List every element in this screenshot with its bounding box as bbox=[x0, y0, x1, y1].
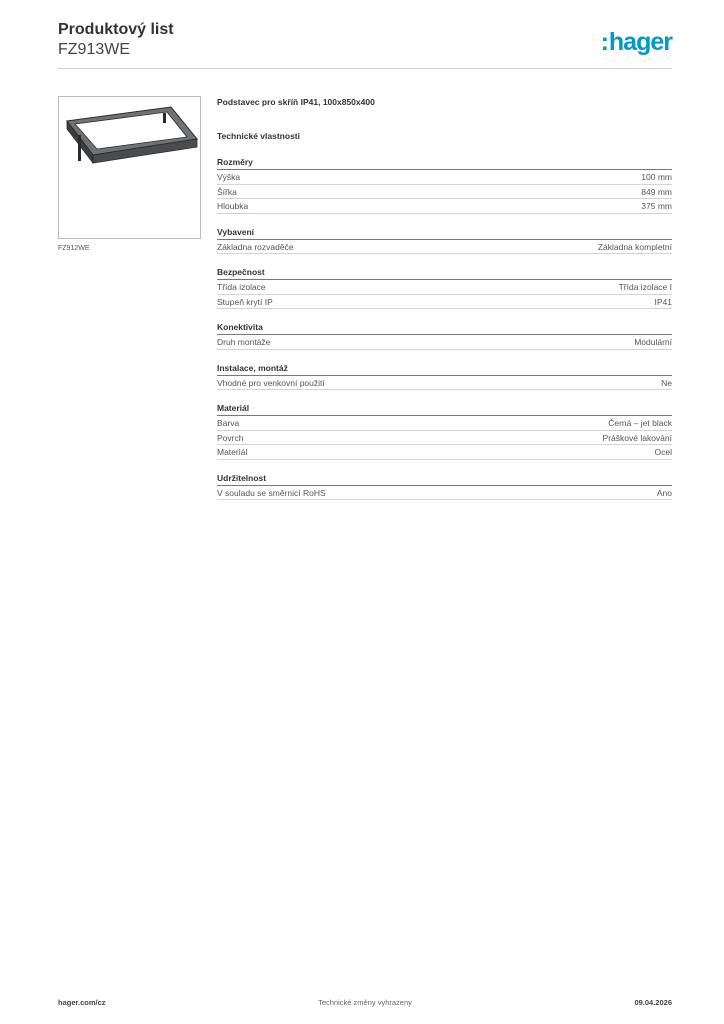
spec-label: Stupeň krytí IP bbox=[217, 296, 273, 307]
spec-label: Druh montáže bbox=[217, 337, 271, 347]
spec-value: Práškové lakování bbox=[602, 432, 672, 443]
product-code: FZ913WE bbox=[58, 41, 131, 58]
footer-note: Technické změny vyhrazeny bbox=[318, 998, 412, 1007]
spec-value: IP41 bbox=[654, 296, 672, 307]
spec-section-title: Udržitelnost bbox=[217, 472, 672, 486]
spec-value: 100 mm bbox=[641, 172, 672, 182]
spec-value: Ano bbox=[656, 487, 672, 498]
footer-website: hager.com/cz bbox=[58, 998, 106, 1007]
spec-row bbox=[217, 416, 672, 431]
spec-row bbox=[217, 431, 672, 446]
spec-value: Ocel bbox=[654, 447, 672, 457]
footer-date: 09.04.2026 bbox=[634, 998, 672, 1007]
spec-value: Základna kompletní bbox=[597, 241, 672, 252]
base-frame-illustration bbox=[59, 97, 202, 240]
spec-row bbox=[217, 486, 672, 501]
spec-row bbox=[217, 170, 672, 185]
spec-section bbox=[217, 321, 672, 350]
document-title: Produktový list bbox=[58, 21, 174, 38]
spec-row bbox=[217, 295, 672, 310]
spec-value: 849 mm bbox=[641, 186, 672, 197]
spec-value: Modulární bbox=[634, 337, 672, 347]
spec-row bbox=[217, 376, 672, 391]
spec-row bbox=[217, 445, 672, 460]
spec-section-title: Rozměry bbox=[217, 156, 672, 170]
spec-section-title: Bezpečnost bbox=[217, 266, 672, 280]
spec-section bbox=[217, 266, 672, 309]
spec-value: 375 mm bbox=[641, 201, 672, 211]
tech-properties-heading: Technické vlastnosti bbox=[217, 131, 300, 141]
spec-section-title: Vybavení bbox=[217, 226, 672, 240]
image-caption: FZ912WE bbox=[58, 245, 90, 252]
spec-row bbox=[217, 185, 672, 200]
spec-section bbox=[217, 156, 672, 214]
header-divider bbox=[58, 68, 672, 69]
spec-section-title: Materiál bbox=[217, 402, 672, 416]
product-name: Podstavec pro skříň IP41, 100x850x400 bbox=[217, 97, 375, 107]
spec-sections bbox=[217, 156, 672, 500]
spec-label: Barva bbox=[217, 418, 240, 428]
spec-value: Třída izolace I bbox=[618, 282, 672, 292]
spec-label: Výška bbox=[217, 172, 241, 182]
spec-label: Třída izolace bbox=[217, 282, 266, 292]
spec-label: Hloubka bbox=[217, 201, 249, 211]
spec-row bbox=[217, 199, 672, 214]
product-image bbox=[58, 96, 201, 239]
spec-value: Ne bbox=[661, 377, 672, 388]
spec-label: Materiál bbox=[217, 447, 248, 457]
product-details bbox=[217, 96, 672, 500]
spec-row bbox=[217, 240, 672, 255]
spec-label: Šířka bbox=[217, 186, 237, 197]
spec-section bbox=[217, 226, 672, 255]
spec-section-title: Instalace, montáž bbox=[217, 362, 672, 376]
spec-label: Povrch bbox=[217, 432, 244, 443]
spec-label: V souladu se směrnicí RoHS bbox=[217, 487, 326, 498]
spec-label: Základna rozvaděče bbox=[217, 241, 294, 252]
spec-section bbox=[217, 402, 672, 460]
spec-section bbox=[217, 472, 672, 501]
spec-section-title: Konektivita bbox=[217, 321, 672, 335]
spec-row bbox=[217, 280, 672, 295]
spec-value: Černá – jet black bbox=[608, 418, 672, 428]
spec-label: Vhodné pro venkovní použití bbox=[217, 377, 325, 388]
page-header bbox=[58, 20, 672, 60]
spec-section bbox=[217, 362, 672, 391]
hager-logo: :hager bbox=[600, 28, 672, 56]
spec-row bbox=[217, 335, 672, 350]
